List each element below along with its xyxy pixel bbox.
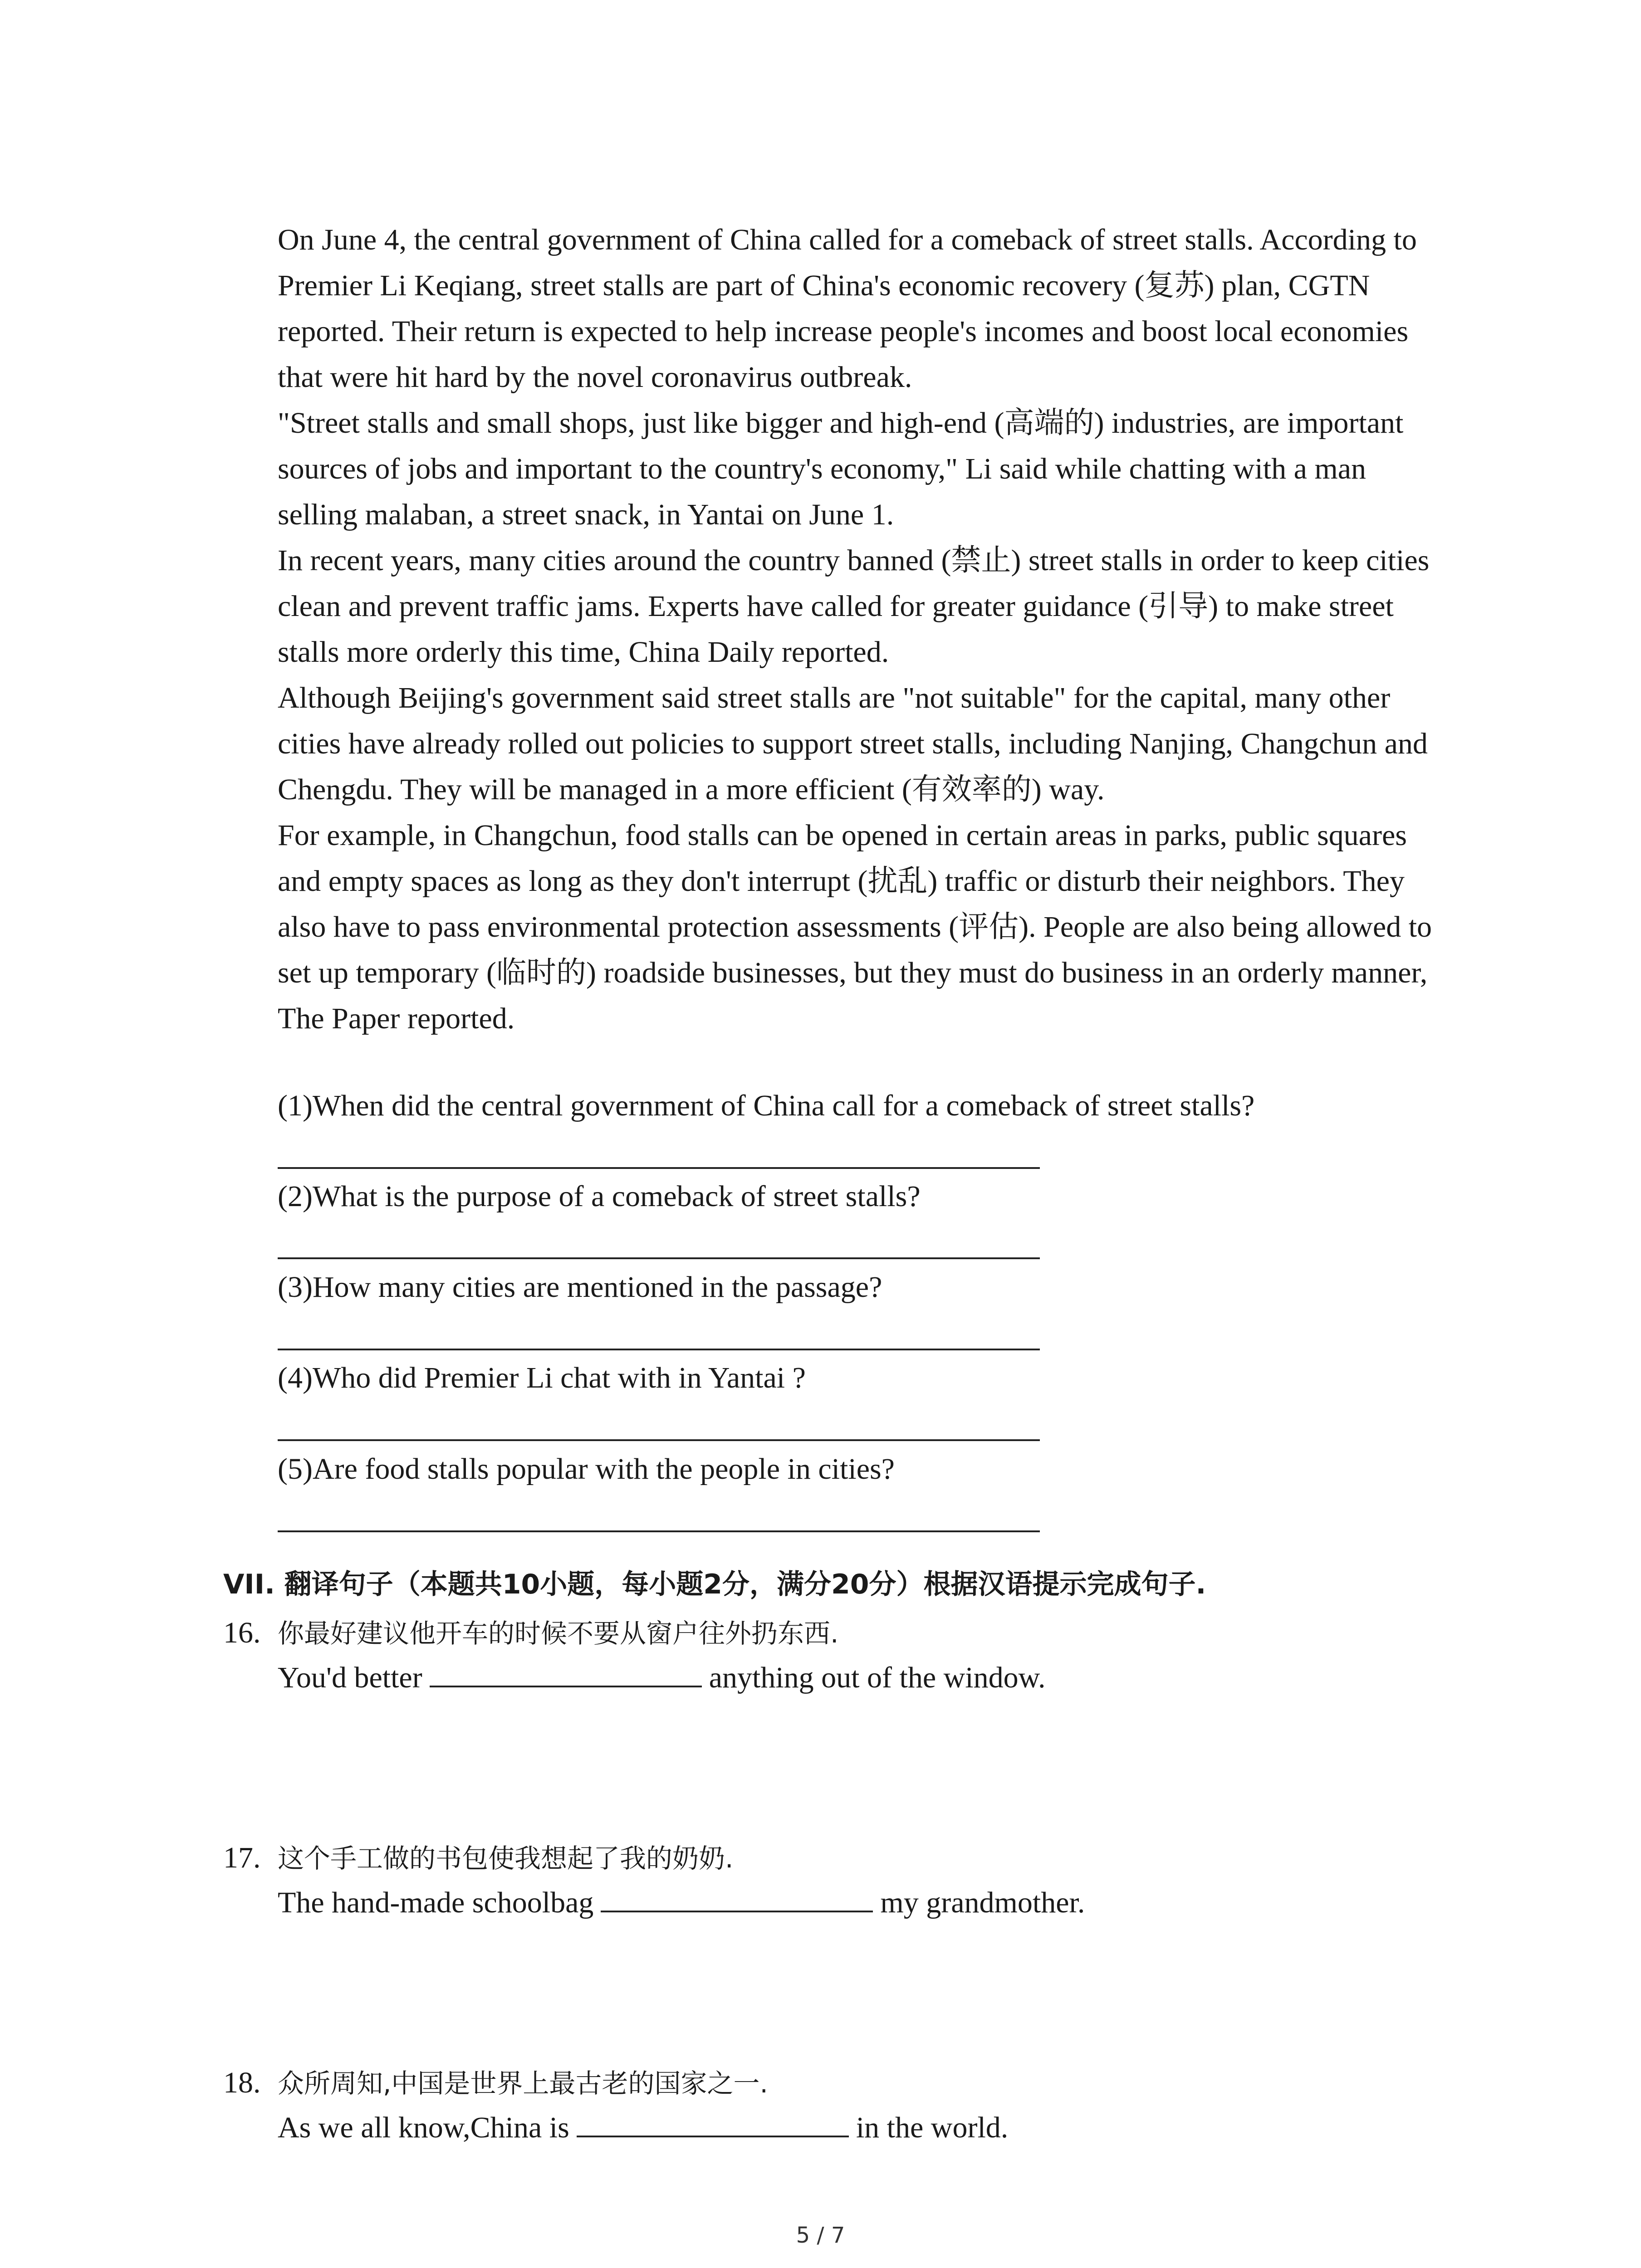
answer-line-1[interactable] (278, 1167, 1040, 1169)
sentence-start: The hand-made schoolbag (278, 1886, 594, 1919)
fill-in-blank[interactable] (577, 2113, 849, 2137)
answer-line-3[interactable] (278, 1349, 1040, 1350)
item-number: 17. (223, 1841, 261, 1874)
fill-in-blank[interactable] (430, 1663, 702, 1687)
item-number: 16. (223, 1616, 261, 1649)
chinese-prompt: 这个手工做的书包使我想起了我的奶奶. (278, 1843, 734, 1874)
question-5: (5)Are food stalls popular with the people in cities? (278, 1452, 895, 1486)
answer-line-4[interactable] (278, 1439, 1040, 1441)
passage-paragraph-2: "Street stalls and small shops, just like bigger and high-end (高端的) industries, are important sources of jobs and important to the country's economy," Li said while chatting with a man selling malaban, a street snack, in Yantai on June 1. (278, 406, 1404, 531)
passage-paragraph-5: For example, in Changchun, food stalls can be opened in certain areas in parks, public squares and empty spaces as long as they don't interrupt (扰乱) traffic or disturb their neighbors. They also have to pass environmental protection assessments (评估). People are also being allowed to set up temporary (临时的) roadside businesses, but they must do business in an orderly manner, The Paper reported. (278, 819, 1432, 1035)
question-3: (3)How many cities are mentioned in the passage? (278, 1271, 882, 1304)
question-2: (2)What is the purpose of a comeback of street stalls? (278, 1180, 921, 1213)
passage-paragraph-3: In recent years, many cities around the country banned (禁止) street stalls in order to keep cities clean and prevent traffic jams. Experts have called for greater guidance (引导) to make street stalls more orderly this time, China Daily reported. (278, 544, 1430, 669)
chinese-prompt: 众所周知,中国是世界上最古老的国家之一. (278, 2068, 768, 2099)
question-4: (4)Who did Premier Li chat with in Yantai ? (278, 1361, 806, 1394)
passage-paragraph-4: Although Beijing's government said street stalls are "not suitable" for the capital, many other cities have already rolled out policies to support street stalls, including Nanjing, Changchun and Chengdu. They will be managed in a more efficient (有效率的) way. (278, 681, 1428, 806)
passage-paragraph-1: On June 4, the central government of China called for a comeback of street stalls. According to Premier Li Keqiang, street stalls are part of China's economic recovery (复苏) plan, CGTN reported. Their return is expected to help increase people's incomes and boost local economies that were hit hard by the novel coronavirus outbreak. (278, 223, 1417, 394)
translation-item-16 (223, 1611, 1584, 1701)
question-1: (1)When did the central government of China call for a comeback of street stalls? (278, 1089, 1255, 1122)
sentence-start: As we all know,China is (278, 2111, 569, 2144)
reading-passage (278, 217, 1448, 1041)
chinese-prompt: 你最好建议他开车的时候不要从窗户往外扔东西. (278, 1618, 839, 1649)
translation-item-17 (223, 1836, 1584, 1926)
item-number: 18. (223, 2066, 261, 2099)
sentence-end: my grandmother. (880, 1886, 1085, 1919)
page-number: 5 / 7 (796, 2223, 845, 2248)
fill-in-blank[interactable] (601, 1888, 873, 1912)
sentence-end: anything out of the window. (709, 1661, 1046, 1694)
answer-line-2[interactable] (278, 1257, 1040, 1259)
answer-line-5[interactable] (278, 1530, 1040, 1532)
sentence-end: in the world. (856, 2111, 1009, 2144)
sentence-start: You'd better (278, 1661, 422, 1694)
section-heading: VII. 翻译句子（本题共10小题，每小题2分，满分20分）根据汉语提示完成句子. (223, 1569, 1206, 1600)
translation-item-18 (223, 2061, 1584, 2151)
